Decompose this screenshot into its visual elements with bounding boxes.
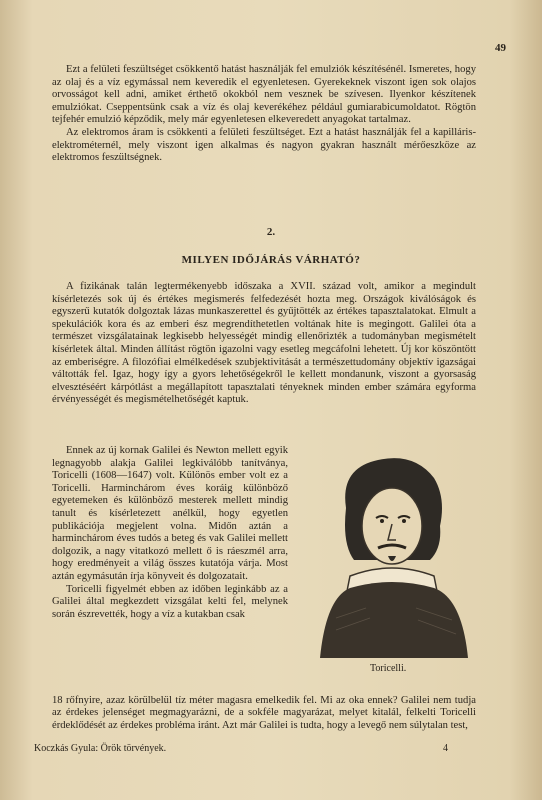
page-number: 49 [495,42,506,54]
footer-signature-mark: 4 [443,743,448,754]
torricelli-text [52,445,288,621]
section-title: MILYEN IDŐJÁRÁS VÁRHATÓ? [181,254,361,266]
paragraph: 18 rőfnyire, azaz körülbelül tíz méter magasra emelkedik fel. Mi az oka ennek? Galilei nem tudja az érdekes jelenséget megmagyarázni, de a sokféle magyarázat, melyet kitalál, felkelti Toricelli érdeklődését az érdekes probléma iránt. Azt már Galilei is tudta, hogy a levegő nem súlytalan test, [52,694,476,731]
paragraph: A fizikának talán legtermékenyebb időszaka a XVII. század volt, amikor a megindult kísérletezés sok új és értékes megismerés felfedezését hozta meg. Országok kiválóságok és egyszerű kutatók dolgoztak lázas munkaszerettel és gyűjtötték az értékes tapasztalatokat. Elmult a spekulációk kora és az emberi ész megrendíthetetlen voltának hite is megingott. Galilei óta a természet vizsgálatainak legkisebb helyességét mindig ellenőrizték a tudományban megismételt kísérletek által. Minden állítást rögtön igazolni vagy esetleg megcáfolni lehetett. Új kor köszöntött az emberiségre. A filozófiai elmélkedések szubjektivitását a természettudomány objektív igazságai váltották fel. Igaz, hogy így a gyors lehetőségekről le kellett mondanunk, viszont a gyorsaság elvesztéséért kárpótlást a megállapított tapasztalati tényeknek minden ember számára egyforma érvényességét és megismételhetőségét kaptuk. [52,281,476,406]
figure-caption: Toricelli. [370,663,407,674]
history-text [52,281,476,407]
paragraph: Ezt a felületi feszültséget csökkentő hatást használják fel emulziók készítésénél. Ismeretes, hogy az olaj és a víz egymással nem keveredik el egyenletesen. Gyerekeknek viszont igen sok olajos orvosságot kell adni, amiket érthető okokból nem vesznek be szívesen. Ilyenkor készítenek emulziókat. Cseppentsünk csak a víz és olaj keverékéhez például gumiarabicumoldatot. Rögtön tejfehér emulzió képződik, mely már egyenletesen elkeveredett anyagokat tartalmaz. [52,64,476,126]
continuation-text [52,684,476,743]
paragraph: Ennek az új kornak Galilei és Newton mellett egyik legnagyobb alakja Galilei legkiválóbb tanítványa, Toricelli (1608—1647) volt. Különös ember volt ez a Toricelli. Harminchárom éves koráig különböző egyetemeken és különböző mesterek mellett mindig tanult és kísérletezett anélkül, hogy egyetlen publikációja megjelent volna. Midőn aztán a harminchárom éves tudós a beteg és vak Galilei mellett dolgozik, a nagy vitatkozó mellett ő is ráeszmél arra, hogy eredményeit a világ összes kutatója várja. Most aztán egymásután írja könyveit és dolgozatait. [52,445,288,582]
emulsion-text [52,64,476,165]
paragraph: Toricelli figyelmét ebben az időben leginkább az a Galilei által megkezdett vizsgálat kelti fel, melynek során észrevették, hogy a víz a kutakban csak [52,583,288,620]
paragraph: Az elektromos áram is csökkenti a felületi feszültséget. Ezt a hatást használják fel a kapilláris-elektrométernél, mely viszont igen alkalmas és nagyon gyakran használt mérőeszköze az elektromos feszültségnek. [52,126,476,164]
torricelli-portrait-icon [306,448,478,658]
footer-book-title: Koczkás Gyula: Örök törvények. [34,743,167,754]
section-number: 2. [266,226,276,238]
